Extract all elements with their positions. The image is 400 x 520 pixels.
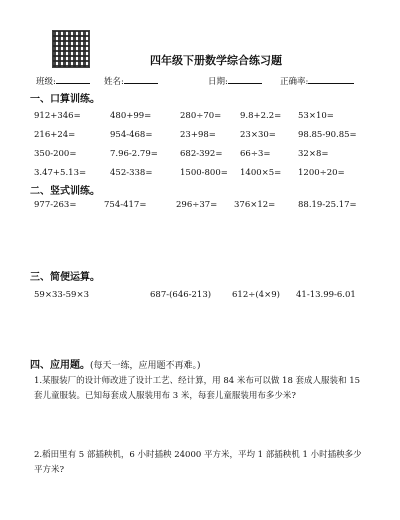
mental-math-item: 480+99= (110, 111, 152, 121)
class-field (36, 75, 90, 87)
mental-math-item: 1400×5= (240, 168, 282, 178)
word-problem-2: 2.稻田里有 5 部插秧机，6 小时插秧 24000 平方米，平均 1 部插秧机 1 小时插秧多少平方米? (34, 450, 362, 475)
vertical-calc-item: 88.19-25.17= (298, 200, 357, 210)
mental-math-item: 216+24= (34, 130, 76, 140)
page-title: 四年级下册数学综合练习题 (150, 54, 282, 67)
name-field (104, 75, 158, 87)
word-problem-1: 1.某服装厂的设计师改进了设计工艺、经计算，用 84 米布可以做 18 套成人服装和 15 套儿童服装。已知每套成人服装用布 3 米，每套儿童服装用布多少米? (34, 376, 361, 401)
class-blank (56, 75, 90, 84)
section-heading-mental-math: 一、口算训练。 (30, 94, 100, 105)
mental-math-item: 7.96-2.79= (110, 149, 158, 159)
section-heading-word-problems (30, 356, 201, 371)
mental-math-item: 350-200= (34, 149, 77, 159)
word-problems-title: 四、应用题。 (30, 360, 90, 371)
mental-math-item: 280÷70= (180, 111, 222, 121)
mental-math-item: 9.8+2.2= (240, 111, 282, 121)
simplify-item: 612÷(4×9) (232, 290, 280, 300)
mental-math-item: 98.85-90.85= (298, 130, 357, 140)
word-problems-note: (每天一练，应用题不再难。) (90, 361, 201, 371)
mental-math-item: 1500-800= (180, 168, 228, 178)
class-label: 班级: (36, 77, 56, 87)
mental-math-item: 53×10= (298, 111, 334, 121)
accuracy-field (280, 75, 354, 87)
mental-math-item: 682-392= (180, 149, 223, 159)
mental-math-item: 954-468= (110, 130, 153, 140)
accuracy-label: 正确率: (280, 77, 309, 87)
section-heading-vertical-calc: 二、竖式训练。 (30, 186, 100, 197)
name-blank (124, 75, 158, 84)
mental-math-item: 32×8= (298, 149, 329, 159)
qr-code-image (52, 30, 90, 68)
name-label: 姓名: (104, 77, 124, 87)
accuracy-blank (308, 75, 354, 84)
simplify-item: 687-(646-213) (150, 290, 212, 300)
mental-math-item: 23+98= (180, 130, 216, 140)
vertical-calc-item: 754-417= (104, 200, 147, 210)
vertical-calc-item: 977-263= (34, 200, 77, 210)
simplify-item: 59×33-59×3 (34, 290, 89, 300)
mental-math-item: 3.47+5.13= (34, 168, 87, 178)
section-heading-simplify: 三、简便运算。 (30, 272, 100, 283)
date-field (208, 75, 262, 87)
mental-math-item: 452-338= (110, 168, 153, 178)
simplify-item: 41-13.99-6.01 (296, 290, 356, 300)
mental-math-item: 66÷3= (240, 149, 271, 159)
vertical-calc-item: 376×12= (234, 200, 276, 210)
date-blank (228, 75, 262, 84)
mental-math-item: 23×30= (240, 130, 276, 140)
vertical-calc-item: 296÷37= (176, 200, 218, 210)
mental-math-item: 912+346= (34, 111, 81, 121)
mental-math-item: 1200÷20= (298, 168, 345, 178)
date-label: 日期: (208, 77, 228, 87)
